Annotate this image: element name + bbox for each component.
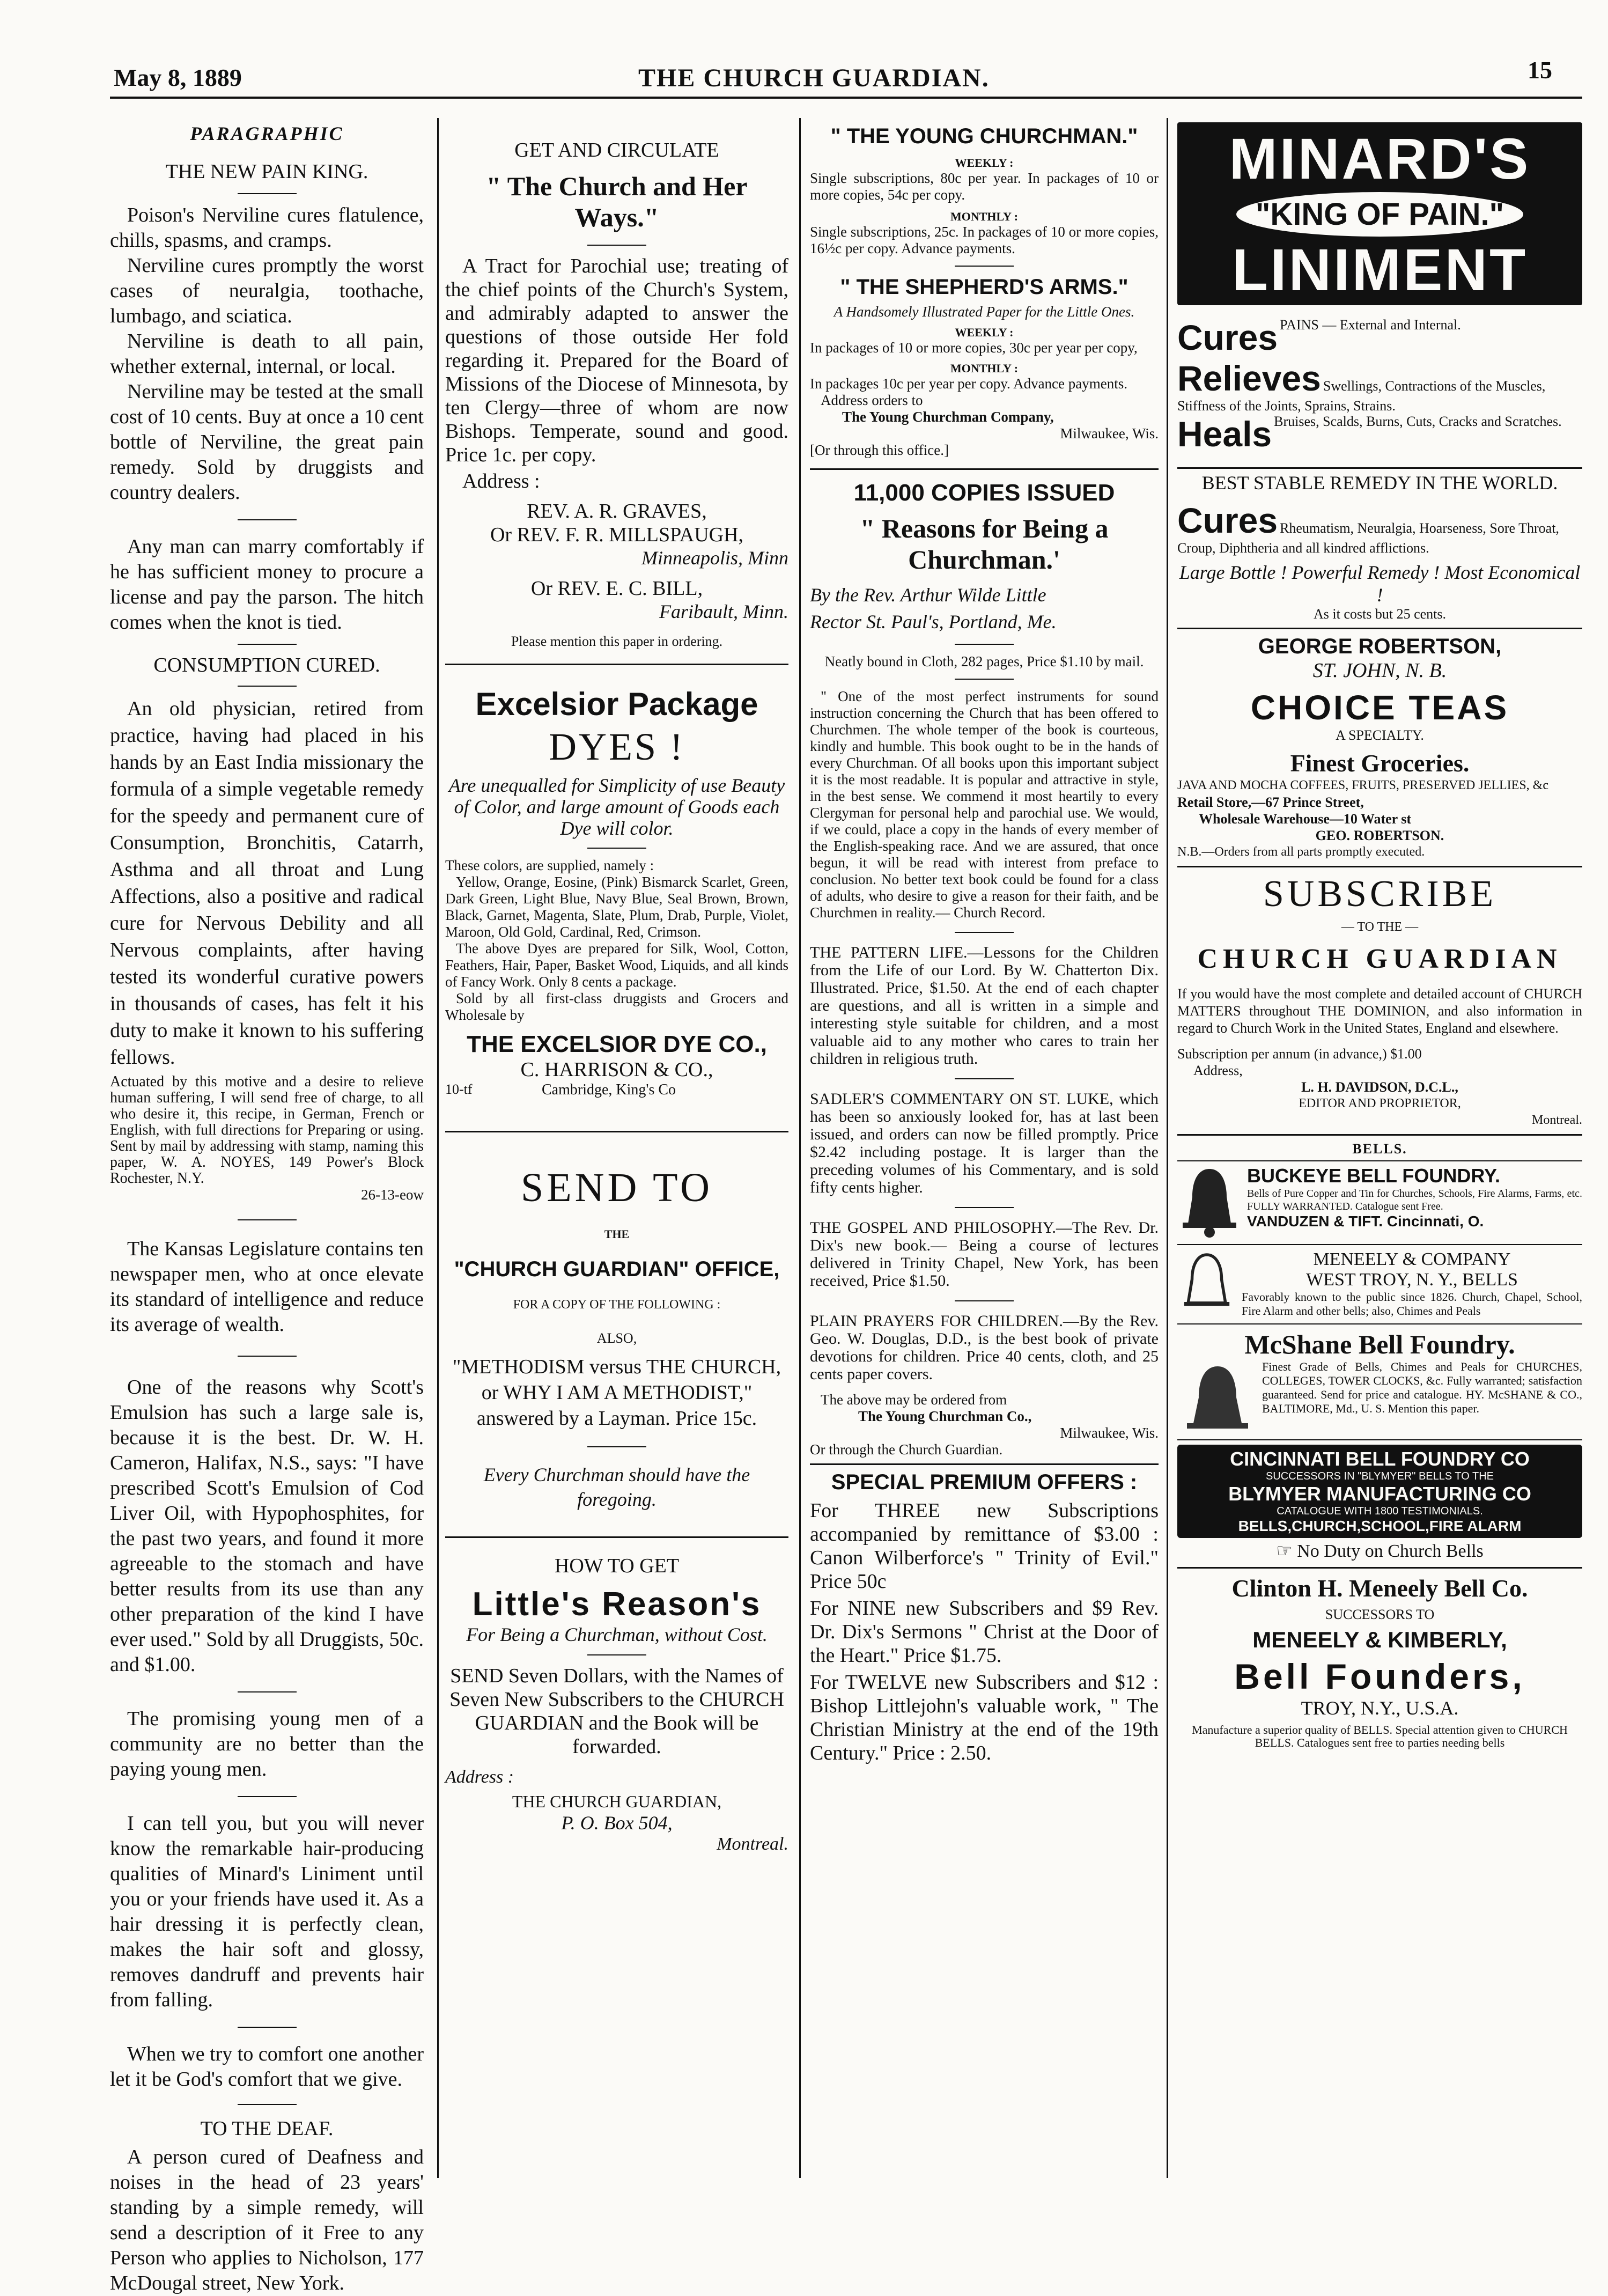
- ad-address: Or REV. E. C. BILL,: [530, 577, 703, 600]
- ad-company: THE EXCELSIOR DYE CO.,: [467, 1031, 767, 1057]
- ad-text: No Duty on Church Bells: [1297, 1541, 1484, 1561]
- ad-company: The Young Churchman Co.,: [858, 1408, 1032, 1424]
- ad-company: The Young Churchman Company,: [842, 409, 1054, 425]
- ad-text: Finest Grade of Bells, Chimes and Peals for CHURCHES, COLLEGES, TOWER CLOCKS, &c. Fully warranted; satisfaction guaranteed. Send for price and catalogue. HY. McSHANE & CO., BALTIMORE, Md., U. S. Mention this paper.: [1262, 1360, 1582, 1415]
- book-listing: SADLER'S COMMENTARY ON ST. LUKE, which has been so anxiously looked for, has at last been issued, and orders can now be filled promptly. Price $2.42 including postage. It is larger than the preceding volumes of his Commentary, and is sold fifty cents higher.: [810, 1090, 1159, 1196]
- divider: [955, 266, 1014, 267]
- ad-text: JAVA AND MOCHA COFFEES, FRUITS, PRESERVED JELLIES, &c: [1177, 778, 1548, 792]
- ad-city: TROY, N.Y., U.S.A.: [1301, 1697, 1459, 1719]
- ad-title: SEND TO: [520, 1165, 713, 1210]
- issue-date: May 8, 1889: [114, 64, 242, 91]
- minard-logo-text: LINIMENT: [1231, 237, 1528, 303]
- ad-text: Or through the Church Guardian.: [810, 1441, 1003, 1458]
- section-heading: PARAGRAPHIC: [190, 123, 344, 144]
- ad-text: SUCCESSORS TO: [1325, 1607, 1435, 1622]
- ad-address: REV. A. R. GRAVES,: [527, 500, 707, 523]
- ad-text: A SPECIALTY.: [1336, 727, 1424, 743]
- ad-title: 11,000 COPIES ISSUED: [853, 480, 1115, 506]
- ad-text: EDITOR AND PROPRIETOR,: [1299, 1097, 1461, 1110]
- divider: [238, 686, 297, 687]
- ad-city: Milwaukee, Wis.: [1060, 425, 1159, 441]
- column-rule: [437, 118, 439, 2178]
- ad-address: P. O. Box 504,: [561, 1812, 673, 1834]
- divider: [587, 1654, 646, 1655]
- article-paragraph: The Kansas Legislature contains ten newspaper men, who at once elevate its standard of intelligence and reduce its average of wealth.: [110, 1238, 424, 1336]
- ad-title: BUCKEYE BELL FOUNDRY.: [1247, 1165, 1501, 1187]
- ad-title: "CHURCH GUARDIAN" OFFICE,: [454, 1257, 780, 1281]
- minard-logo-text: "KING OF PAIN.": [1255, 197, 1504, 232]
- ad-title: MENEELY & KIMBERLY,: [1252, 1627, 1507, 1652]
- article-paragraph: One of the reasons why Scott's Emulsion has such a large sale is, because it is the best. Dr. W. H. Cameron, Halifax, N.S., says: "I have prescribed Scott's Emulsion of Cod Liver Oil, with Hypophosphites, for the past two years, and found it more agreeable to the stomach and have better results from its use than any other preparation of the kind I have ever used." Sold by all Druggists, 50c. and $1.00.: [110, 1376, 424, 1676]
- ad-note: Please mention this paper in ordering.: [511, 634, 723, 649]
- article-paragraph: Nerviline may be tested at the small cost of 10 cents. Buy at once a 10 cent bottle of Nerviline, the great pain remedy. Sold by druggists and country dealers.: [110, 380, 424, 504]
- article-paragraph: I can tell you, but you will never know the remarkable hair-producing qualities of Minard's Liniment until you or your friends have used it. As a hair dressing it is perfectly clean, makes the hair soft and glossy, removes dandruff and prevents hair from falling.: [110, 1812, 424, 2011]
- ad-text: BELLS,CHURCH,SCHOOL,FIRE ALARM: [1238, 1518, 1522, 1534]
- divider: [1177, 866, 1582, 867]
- book-listing: THE GOSPEL AND PHILOSOPHY.—The Rev. Dr. Dix's new book.— Being a course of lectures delivered in Trinity Chapel, New York, has been received, Price $1.50.: [810, 1219, 1159, 1290]
- ad-city: Milwaukee, Wis.: [1060, 1425, 1159, 1441]
- ad-title: Bell Founders,: [1234, 1657, 1525, 1696]
- ad-text: GEO. ROBERTSON.: [1315, 828, 1444, 843]
- divider: [955, 1207, 1014, 1208]
- divider: [238, 2027, 297, 2028]
- ad-text: A Handsomely Illustrated Paper for the Little Ones.: [833, 304, 1135, 320]
- ad-title: " THE SHEPHERD'S ARMS.": [840, 275, 1128, 299]
- article-paragraph: The promising young men of a community are no better than the paying young men.: [110, 1708, 424, 1780]
- premium-offer: For THREE new Subscriptions accompanied by remittance of $3.00 : Canon Wilberforce's " Trinity of Evil." Price 50c: [810, 1499, 1159, 1593]
- article-title: TO THE DEAF.: [200, 2117, 334, 2140]
- ad-heading: GET AND CIRCULATE: [514, 139, 719, 161]
- minard-logo-text: MINARD'S: [1229, 126, 1531, 191]
- minard-claim: Large Bottle ! Powerful Remedy ! Most Economical !: [1179, 562, 1581, 606]
- ad-title: Finest Groceries.: [1290, 749, 1470, 777]
- ad-title: CINCINNATI BELL FOUNDRY CO: [1230, 1448, 1530, 1470]
- ad-author: Rector St. Paul's, Portland, Me.: [810, 611, 1057, 632]
- ad-text: Single subscriptions, 25c. In packages of 10 or more copies, 16½c per copy. Advance payments.: [810, 224, 1159, 256]
- article-paragraph: When we try to comfort one another let it be God's comfort that we give.: [110, 2043, 424, 2091]
- column-rule: [1167, 118, 1168, 2178]
- ad-subheading: MONTHLY :: [950, 362, 1019, 375]
- ad-text: Address orders to: [821, 392, 923, 408]
- ad-text: Favorably known to the public since 1826. Church, Chapel, School, Fire Alarm and other bells; also, Chimes and Peals: [1242, 1290, 1582, 1318]
- ad-title: Little's Reason's: [472, 1586, 762, 1623]
- ad-text: Yellow, Orange, Eosine, (Pink) Bismarck Scarlet, Green, Dark Green, Light Blue, Navy Blue, Seal Brown, Brown, Black, Garnet, Magenta, Slate, Plum, Drab, Purple, Violet, Maroon, Old Gold, Cardinal, Red, Crimson.: [445, 874, 788, 940]
- divider: [1177, 628, 1582, 629]
- ad-text: ALSO,: [596, 1330, 637, 1346]
- ad-text: CATALOGUE WITH 1800 TESTIMONIALS.: [1277, 1505, 1483, 1517]
- divider: [1177, 1134, 1582, 1136]
- ad-title: BLYMYER MANUFACTURING CO: [1228, 1483, 1531, 1505]
- article-paragraph: Nerviline cures promptly the worst cases of neuralgia, toothache, lumbago, and sciatica.: [110, 254, 424, 327]
- header-rule: [110, 97, 1582, 99]
- ad-company: VANDUZEN & TIFT. Cincinnati, O.: [1247, 1213, 1484, 1230]
- ad-address-label: Address :: [445, 1767, 514, 1787]
- ad-title: GEORGE ROBERTSON,: [1258, 635, 1502, 658]
- divider: [1177, 1567, 1582, 1569]
- ad-title: MENEELY & COMPANY: [1313, 1249, 1511, 1269]
- bell-icon: [1177, 1165, 1242, 1240]
- article-paragraph: Poison's Nerviline cures flatulence, chills, spasms, and cramps.: [110, 204, 424, 252]
- ad-text: — TO THE —: [1341, 920, 1419, 934]
- ad-text: Every Churchman should have the foregoing.: [483, 1464, 750, 1510]
- ad-text: In packages 10c per year per copy. Advance payments.: [810, 376, 1127, 392]
- article-paragraph: Actuated by this motive and a desire to relieve human suffering, I will send free of charge, to all who desire it, this recipe, in German, French or English, with full directions for Preparing or using. Sent by mail by addressing with stamp, naming this paper, W. A. NOYES, 149 Power's Block Rochester, N.Y.: [110, 1073, 424, 1187]
- ad-text: Neatly bound in Cloth, 282 pages, Price $1.10 by mail.: [824, 653, 1144, 669]
- ad-title: DYES !: [549, 725, 685, 768]
- ad-text: SEND Seven Dollars, with the Names of Seven New Subscribers to the CHURCH GUARDIAN and the Book will be forwarded.: [449, 1665, 784, 1758]
- divider: [810, 468, 1159, 470]
- bell-icon: [1177, 1249, 1236, 1319]
- ad-title: CHOICE TEAS: [1250, 688, 1509, 727]
- ad-text: The above Dyes are prepared for Silk, Wool, Cotton, Feathers, Hair, Paper, Basket Wood, Liquids, and all kinds of Fancy Work. Only 8 cents a package.: [445, 940, 788, 990]
- ad-text: "METHODISM versus THE CHURCH, or WHY I AM A METHODIST," answered by a Layman. Price 15c.: [452, 1356, 781, 1430]
- ad-address-label: Address :: [462, 470, 540, 492]
- ad-address: Minneapolis, Minn: [641, 547, 788, 569]
- ad-city: Montreal.: [1532, 1113, 1582, 1127]
- divider: [955, 932, 1014, 933]
- minard-logo: [1177, 122, 1582, 305]
- divider: [238, 519, 297, 520]
- column-1: [110, 122, 424, 2296]
- divider: [445, 1131, 788, 1132]
- ad-text: SUCCESSORS IN "BLYMYER" BELLS TO THE: [1265, 1470, 1494, 1482]
- ad-title: " THE YOUNG CHURCHMAN.": [830, 124, 1138, 148]
- minard-claim-text: Bruises, Scalds, Burns, Cuts, Cracks and Scratches.: [1274, 414, 1562, 429]
- ad-title: Clinton H. Meneely Bell Co.: [1231, 1574, 1528, 1602]
- book-listing: PLAIN PRAYERS FOR CHILDREN.—By the Rev. Geo. W. Douglas, D.D., is the best book of private devotions for children. Price 40 cents, cloth, and 25 cents paper covers.: [810, 1312, 1159, 1383]
- ad-text: FOR A COPY OF THE FOLLOWING :: [513, 1298, 721, 1312]
- ad-title: SPECIAL PREMIUM OFFERS :: [831, 1470, 1138, 1494]
- ad-company: C. HARRISON & CO.,: [520, 1058, 713, 1081]
- ad-text: Bells of Pure Copper and Tin for Churches, Schools, Fire Alarms, Farms, etc. FULLY WARRANTED. Catalogue sent Free.: [1247, 1188, 1582, 1212]
- ad-title: " The Church and Her Ways.": [486, 171, 748, 232]
- ad-text: [Or through this office.]: [810, 442, 949, 458]
- minard-claim-text: PAINS — External and Internal.: [1280, 317, 1461, 333]
- ad-title: SUBSCRIBE: [1263, 873, 1497, 915]
- book-listing: THE PATTERN LIFE.—Lessons for the Children from the Life of our Lord. By W. Chatterton Dix. Illustrated. Price, $1.50. At the end of each chapter are questions, and all is written in a simple and interesting style suitable for children, and a most valuable aid to any mother who cares to train her children in religious truth.: [810, 944, 1159, 1068]
- divider: [587, 848, 646, 849]
- bell-icon: [1177, 1360, 1258, 1435]
- ad-text: N.B.—Orders from all parts promptly executed.: [1177, 845, 1425, 859]
- minard-claim: Cures: [1177, 501, 1278, 540]
- ad-text: Subscription per annum (in advance,) $1.00: [1177, 1046, 1422, 1062]
- ad-subheading: MONTHLY :: [950, 210, 1019, 223]
- article-paragraph: Nerviline is death to all pain, whether external, internal, or local.: [110, 330, 424, 378]
- divider: [955, 644, 1014, 645]
- ad-address: Montreal.: [717, 1834, 788, 1854]
- ad-address: Faribault, Minn.: [659, 601, 788, 622]
- section-heading: BELLS.: [1352, 1141, 1407, 1157]
- ad-title: CHURCH GUARDIAN: [1197, 944, 1562, 974]
- ad-text: Wholesale Warehouse—10 Water st: [1199, 811, 1412, 827]
- minard-claim: Relieves: [1177, 358, 1321, 398]
- minard-price: As it costs but 25 cents.: [1314, 606, 1446, 622]
- ad-text: A Tract for Parochial use; treating of the chief points of the Church's System, and admirably adapted to answer the questions of those outside Her fold regarding it. Prepared for the Board of Missions of the Diocese of Minnesota, by ten Clergy—three of whom are now Bishops. Temperate, sound and good. Price 1c. per copy.: [445, 255, 788, 466]
- premium-offer: For TWELVE new Subscribers and $12 : Bishop Littlejohn's valuable work, " The Christian Ministry at the end of the 19th Century." Price : 2.50.: [810, 1671, 1159, 1764]
- article-title: THE NEW PAIN KING.: [165, 160, 368, 183]
- ad-address: THE CHURCH GUARDIAN,: [512, 1792, 722, 1811]
- divider: [238, 193, 297, 194]
- divider: [238, 1796, 297, 1797]
- ad-text: THE: [604, 1227, 630, 1241]
- article-paragraph: Any man can marry comfortably if he has sufficient money to procure a license and pay the parson. The hitch comes when the knot is tied.: [110, 535, 424, 634]
- divider: [955, 1300, 1014, 1301]
- column-rule: [799, 118, 801, 2178]
- column-4: [1177, 122, 1582, 1749]
- ad-title: McShane Bell Foundry.: [1244, 1329, 1515, 1359]
- ad-subheading: WEEKLY :: [955, 156, 1014, 170]
- article-title: CONSUMPTION CURED.: [153, 654, 380, 676]
- minard-claim-text: Swellings, Contractions of the Muscles, Stiffness of the Joints, Sprains, Strains.: [1177, 378, 1546, 414]
- ad-address: Or REV. F. R. MILLSPAUGH,: [490, 524, 744, 546]
- divider: [955, 1078, 1014, 1079]
- pointing-hand-icon: ☞: [1276, 1541, 1293, 1561]
- divider: [587, 1446, 646, 1447]
- divider: [810, 1463, 1159, 1465]
- ad-code: 26-13-eow: [361, 1187, 424, 1203]
- ad-title: WEST TROY, N. Y., BELLS: [1306, 1270, 1518, 1290]
- ad-text: For Being a Churchman, without Cost.: [466, 1624, 768, 1645]
- minard-claim: BEST STABLE REMEDY IN THE WORLD.: [1177, 467, 1582, 494]
- ad-title: " Reasons for Being a Churchman.': [860, 513, 1109, 575]
- ad-text: These colors, are supplied, namely :: [445, 857, 654, 873]
- ad-author: By the Rev. Arthur Wilde Little: [810, 584, 1046, 606]
- ad-text: [1177, 1540, 1582, 1562]
- ad-city: ST. JOHN, N. B.: [1312, 659, 1447, 682]
- divider: [587, 245, 646, 246]
- cincinnati-logo: [1177, 1445, 1582, 1538]
- divider: [238, 1691, 297, 1692]
- ad-code: 10-tf: [445, 1081, 473, 1097]
- ad-text: The above may be ordered from: [821, 1392, 1007, 1408]
- article-paragraph: A person cured of Deafness and noises in the head of 23 years' standing by a simple remedy, will send a description of it Free to any Person who applies to Nicholson, 177 McDougal street, New York.: [110, 2146, 424, 2294]
- minard-claim: Cures: [1177, 318, 1278, 357]
- column-2: [445, 122, 788, 1855]
- ad-location: Cambridge, King's Co: [542, 1081, 676, 1098]
- ad-text: In packages of 10 or more copies, 30c per year per copy,: [810, 340, 1138, 356]
- divider: [238, 2104, 297, 2105]
- article-paragraph: An old physician, retired from practice, having had placed in his hands by an East India missionary the formula of a simple vegetable remedy for the speedy and permanent cure of Consumption, Bronchitis, Catarrh, Asthma and all throat and Lung Affections, also a positive and radical cure for Nervous Debility and all Nervous complaints, after having tested its wonderful curative powers in thousands of cases, has felt it his duty to make it known to his suffering fellows.: [110, 697, 424, 1069]
- page-number: 15: [1528, 56, 1552, 84]
- ad-text: Retail Store,—67 Prince Street,: [1177, 794, 1364, 810]
- ad-text: L. H. DAVIDSON, D.C.L.,: [1301, 1079, 1458, 1095]
- premium-offer: For NINE new Subscribers and $9 Rev. Dr. Dix's Sermons " Christ at the Door of the Heart." Price $1.75.: [810, 1597, 1159, 1667]
- minard-claim-text: Rheumatism, Neuralgia, Hoarseness, Sore Throat, Croup, Diphtheria and all kindred afflictions.: [1177, 520, 1559, 556]
- ad-text: Single subscriptions, 80c per year. In packages of 10 or more copies, 54c per copy.: [810, 170, 1159, 203]
- ad-subheading: WEEKLY :: [955, 326, 1014, 339]
- minard-claim: Heals: [1177, 414, 1272, 454]
- ad-tagline: Are unequalled for Simplicity of use Beauty of Color, and large amount of Goods each Dye will color.: [448, 775, 785, 839]
- ad-text: Manufacture a superior quality of BELLS. Special attention given to CHURCH BELLS. Catalogues sent free to parties needing bells: [1192, 1723, 1568, 1749]
- ad-text: If you would have the most complete and detailed account of CHURCH MATTERS throughout THE DOMINION, and also information in regard to Church Work in the United States, England and elsewhere.: [1177, 986, 1582, 1036]
- divider: [238, 644, 297, 645]
- divider: [955, 679, 1014, 680]
- column-3: [810, 122, 1159, 1765]
- ad-text: Address,: [1193, 1063, 1243, 1078]
- ad-review: " One of the most perfect instruments for sound instruction concerning the Church that has been offered to Churchmen. The whole temper of the book is courteous, kindly and humble. This book ought to be in the hands of every Churchman. Of all books upon this important subject it is the most readable. It is popular and attractive in style, in the best sense. We commend it most heartily to every Clergyman for personal help and parochial use. We would, if we could, place a copy in the hands of every member of the English-speaking race. And we are assured, that once begun, it will be read with interest from preface to conclusion. No better text book could be found for a class of adults, who desire to give a reason for their faith, and be Churchmen in reality.— Church Record.: [810, 688, 1159, 921]
- divider: [238, 1356, 297, 1357]
- divider: [238, 1219, 297, 1220]
- divider: [445, 1536, 788, 1538]
- ad-heading: HOW TO GET: [554, 1555, 680, 1577]
- ad-text: Sold by all first-class druggists and Grocers and Wholesale by: [445, 990, 788, 1023]
- newspaper-title: THE CHURCH GUARDIAN.: [638, 64, 990, 92]
- ad-title: Excelsior Package: [475, 686, 758, 722]
- divider: [445, 664, 788, 665]
